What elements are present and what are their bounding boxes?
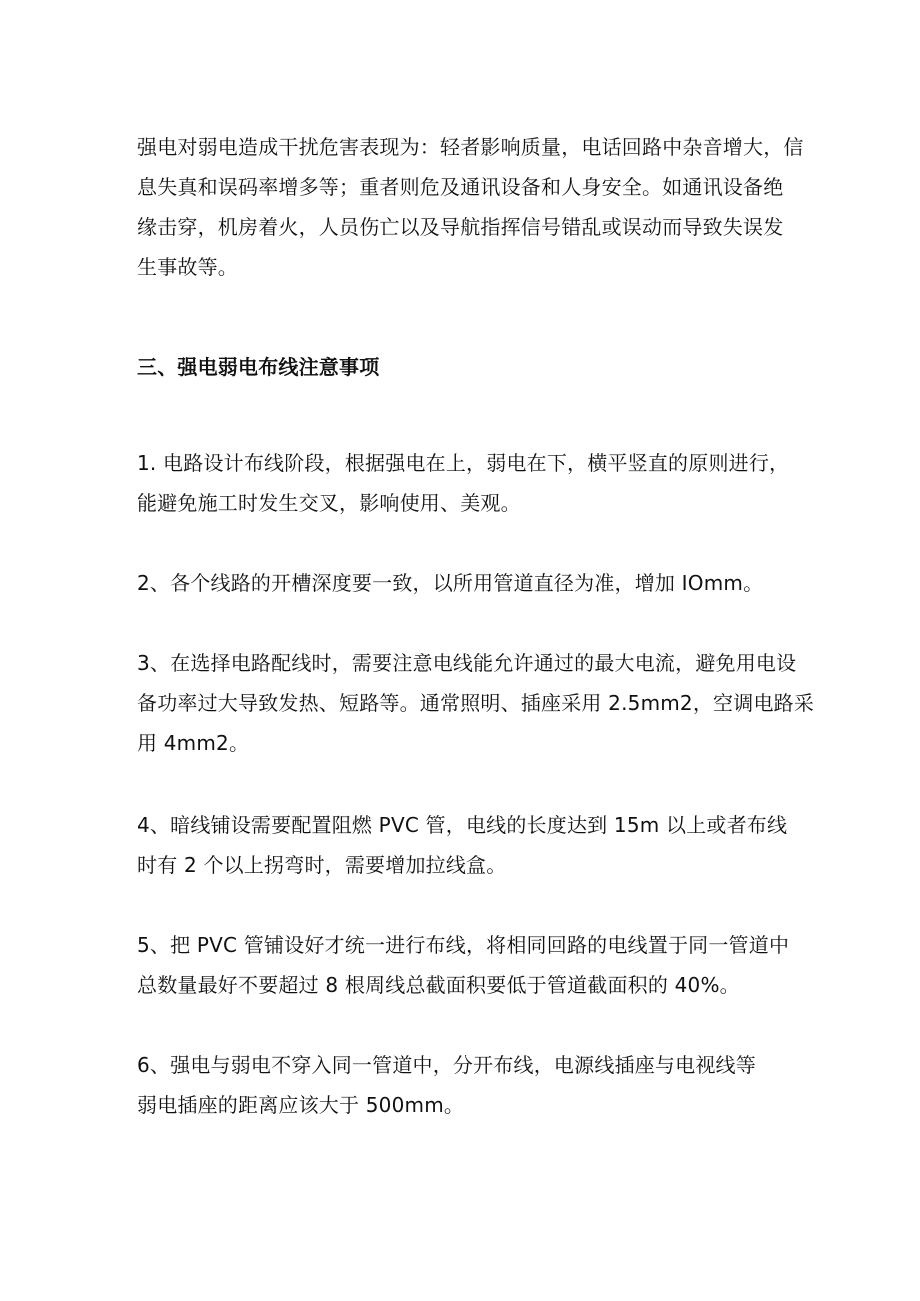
text-line: 6、强电与弱电不穿入同一管道中，分开布线，电源线插座与电视线等 bbox=[137, 1053, 756, 1077]
text-line: 2、各个线路的开槽深度要一致，以所用管道直径为准，增加 IOmm。 bbox=[137, 571, 764, 595]
text-line: 备功率过大导致发热、短路等。通常照明、插座采用 2.5mm2，空调电路采 bbox=[137, 691, 815, 715]
section-heading bbox=[137, 347, 797, 387]
list-item-6 bbox=[137, 1045, 797, 1125]
text-line: 缘击穿，机房着火，人员伤亡以及导航指挥信号错乱或误动而导致失误发 bbox=[137, 215, 784, 239]
text-line: 用 4mm2。 bbox=[137, 731, 250, 755]
text-line: 5、把 PVC 管铺设好才统一进行布线，将相同回路的电线置于同一管道中 bbox=[137, 933, 790, 957]
intro-paragraph bbox=[137, 127, 804, 287]
text-line: 4、暗线铺设需要配置阻燃 PVC 管，电线的长度达到 15m 以上或者布线 bbox=[137, 813, 788, 837]
text-line: 1. 电路设计布线阶段，根据强电在上，弱电在下，横平竖直的原则进行， bbox=[137, 451, 790, 475]
list-item-1 bbox=[137, 443, 797, 523]
text-line: 息失真和误码率增多等；重者则危及通讯设备和人身安全。如通讯设备绝 bbox=[137, 175, 784, 199]
text-line: 3、在选择电路配线时，需要注意电线能允许通过的最大电流，避免用电设 bbox=[137, 651, 797, 675]
section-heading-text: 三、强电弱电布线注意事项 bbox=[137, 355, 380, 379]
text-line: 强电对弱电造成干扰危害表现为：轻者影响质量，电话回路中杂音增大，信 bbox=[137, 135, 804, 159]
list-item-5 bbox=[137, 925, 797, 1005]
text-line: 能避免施工时发生交叉，影响使用、美观。 bbox=[137, 491, 521, 515]
list-item-3 bbox=[137, 643, 815, 763]
text-line: 弱电插座的距离应该大于 500mm。 bbox=[137, 1093, 465, 1117]
list-item-4 bbox=[137, 805, 797, 885]
text-line: 生事故等。 bbox=[137, 255, 238, 279]
text-line: 总数量最好不要超过 8 根周线总截面积要低于管道截面积的 40%。 bbox=[137, 973, 740, 997]
list-item-2 bbox=[137, 563, 797, 603]
text-line: 时有 2 个以上拐弯时，需要增加拉线盒。 bbox=[137, 853, 507, 877]
